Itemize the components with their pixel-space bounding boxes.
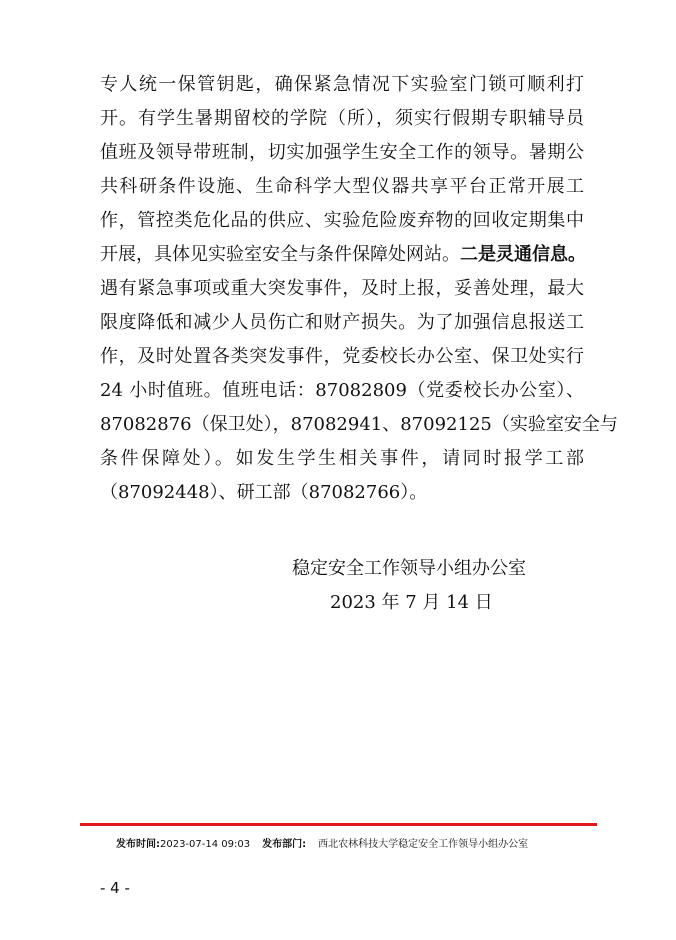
body-line-4: 共科研条件设施、生命科学大型仪器共享平台正常开展工 [100,176,584,197]
footer-divider [80,823,597,826]
body-line-2: 开。有学生暑期留校的学院（所），须实行假期专职辅导员 [100,108,584,129]
body-line-8: 限度降低和减少人员伤亡和财产损失。为了加强信息报送工 [100,312,584,333]
body-line-12: 条件保障处）。如发生学生相关事件，请同时报学工部 [100,448,584,469]
body-line-9: 作，及时处置各类突发事件，党委校长办公室、保卫处实行 [100,346,584,367]
section-heading-info: 二是灵通信息。 [460,244,586,265]
body-line-11: 87082876（保卫处），87082941、87092125（实验室安全与 [100,414,618,435]
body-line-6 [100,238,584,272]
signature-date: 2023 年 7 月 14 日 [330,592,493,613]
publish-dept-label: 发布部门: [262,839,307,850]
publish-time: 2023-07-14 09:03 [160,839,251,850]
body-line-5: 作，管控类危化品的供应、实验危险废弃物的回收定期集中 [100,210,584,231]
body-line-3: 值班及领导带班制，切实加强学生安全工作的领导。暑期公 [100,142,584,163]
body-line-1: 专人统一保管钥匙，确保紧急情况下实验室门锁可顺利打 [100,74,584,95]
publish-time-label: 发布时间: [116,839,160,850]
page-number: - 4 - [100,879,130,897]
footer-meta [116,838,528,852]
body-text [100,68,618,510]
body-line-13: （87092448）、研工部（87082766）。 [100,482,428,503]
body-line-7: 遇有紧急事项或重大突发事件，及时上报，妥善处理，最大 [100,278,584,299]
publish-dept: 西北农林科技大学稳定安全工作领导小组办公室 [318,839,529,850]
body-line-10: 24 小时值班。值班电话：87082809（党委校长办公室）、 [100,380,584,401]
body-line-6-text: 开展，具体见实验室安全与条件保障处网站。 [100,244,460,265]
signature-office: 稳定安全工作领导小组办公室 [292,558,526,579]
